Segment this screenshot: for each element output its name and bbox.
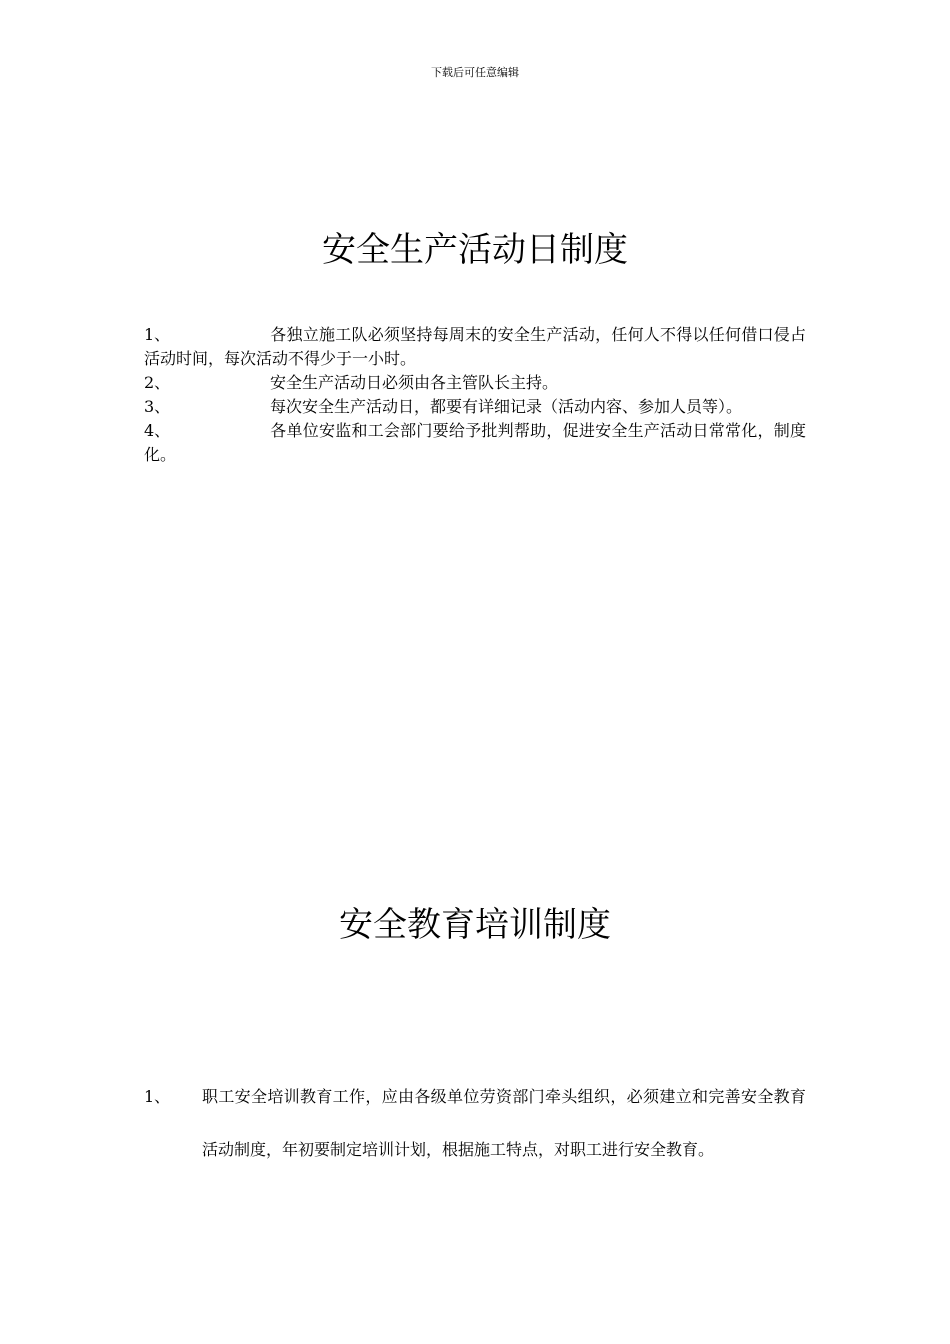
item-number: 4、 <box>144 421 171 440</box>
list-item <box>144 323 806 371</box>
item-number: 2、 <box>144 373 171 392</box>
item-text: 各单位安监和工会部门要给予批判帮助，促进安全生产活动日常常化，制度化。 <box>144 421 806 464</box>
item-text: 每次安全生产活动日，都要有详细记录（活动内容、参加人员等）。 <box>270 397 743 416</box>
section-title-safety-activity-day: 安全生产活动日制度 <box>322 230 628 270</box>
item-text: 各独立施工队必须坚持每周末的安全生产活动，任何人不得以任何借口侵占活动时间，每次活动不得少于一小时。 <box>144 325 806 368</box>
list-item <box>144 419 806 467</box>
item-number: 1、 <box>144 1087 171 1106</box>
section-title-safety-training: 安全教育培训制度 <box>339 905 611 945</box>
item-text: 安全生产活动日必须由各主管队长主持。 <box>270 373 559 392</box>
list-item <box>144 371 806 395</box>
header-note: 下载后可任意编辑 <box>431 66 519 79</box>
safety-training-rules-list <box>144 1070 806 1176</box>
list-item <box>144 395 806 419</box>
item-number: 1、 <box>144 325 171 344</box>
item-text: 职工安全培训教育工作，应由各级单位劳资部门牵头组织，必须建立和完善安全教育活动制度，年初要制定培训计划，根据施工特点，对职工进行安全教育。 <box>202 1087 806 1159</box>
item-number: 3、 <box>144 397 171 416</box>
safety-activity-rules-list <box>144 323 806 467</box>
list-item <box>144 1070 806 1176</box>
